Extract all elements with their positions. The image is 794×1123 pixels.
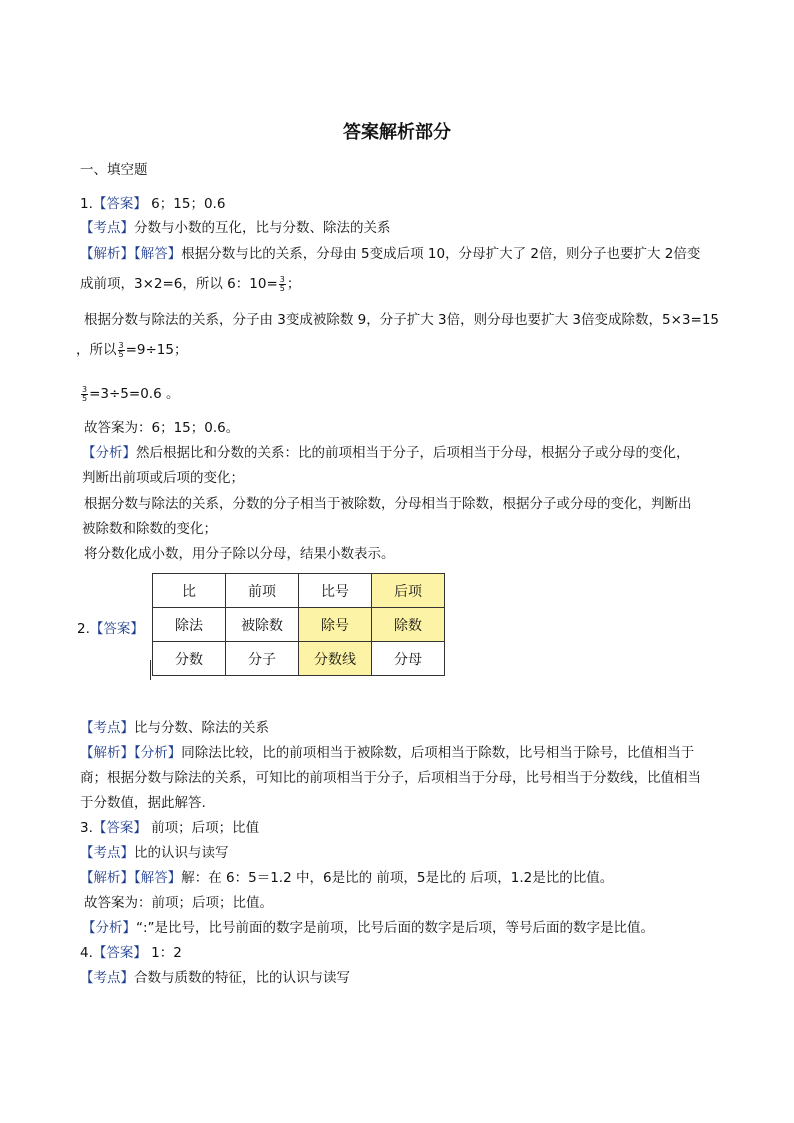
fraction-three-fifths: [81, 386, 88, 403]
table-cell: 前项: [226, 574, 299, 608]
q1-analysis-line4: [76, 340, 187, 360]
q1-analysis-line1: [80, 244, 700, 264]
q4-keypoint: [80, 968, 350, 988]
table-cell: 分子: [226, 642, 299, 676]
table-row: [153, 608, 445, 642]
q3-analysis-line1: [80, 868, 613, 888]
q1-reasoning-line1: [82, 443, 690, 463]
q3-answer-text: 前项；后项；比值: [146, 820, 260, 836]
answer-tag: 【答案】: [92, 820, 147, 836]
answer-tag: 【答案】: [92, 196, 147, 212]
analysis-tag: 【解析】: [80, 870, 134, 886]
keypoint-tag: 【考点】: [80, 970, 134, 986]
table-cell-highlighted: 除数: [372, 608, 445, 642]
q3-conclusion: 故答案为：前项；后项；比值。: [84, 895, 273, 911]
fraction-denominator: 5: [118, 349, 124, 359]
q1-analysis-text5: =3÷5=0.6 。: [89, 386, 180, 402]
reasoning-tag: 【分析】: [134, 745, 182, 761]
page-title: 答案解析部分: [343, 122, 451, 143]
table-cell: 比号: [299, 574, 372, 608]
table-row: [153, 574, 445, 608]
q1-conclusion: 故答案为：6；15；0.6。: [84, 420, 240, 436]
table-cell: 被除数: [226, 608, 299, 642]
q3-keypoint: [80, 843, 229, 863]
fraction-three-fifths: [279, 276, 286, 293]
q2-analysis-line1: [80, 743, 694, 763]
solution-tag: 【解答】: [134, 246, 182, 262]
q1-reasoning-line3: 根据分数与除法的关系，分数的分子相当于被除数，分母相当于除数，根据分子或分母的变化，判断出: [84, 496, 692, 512]
q1-reasoning-line2: 判断出前项或后项的变化；: [82, 470, 244, 486]
table-cell: 比: [153, 574, 226, 608]
q1-keypoint: [80, 218, 391, 238]
table-row: [153, 642, 445, 676]
q4-keypoint-text: 合数与质数的特征，比的认识与读写: [134, 970, 350, 986]
q3-reasoning: [82, 918, 654, 938]
q2-analysis-line3: 于分数值，据此解答.: [80, 795, 206, 811]
q1-number: 1.: [80, 196, 93, 212]
q1-keypoint-text: 分数与小数的互化，比与分数、除法的关系: [134, 220, 391, 236]
fraction-numerator: 3: [118, 340, 124, 350]
fraction-three-fifths: [118, 342, 125, 359]
q1-analysis-text1: 根据分数与比的关系，分母由 5变成后项 10，分母扩大了 2倍，则分子也要扩大 2倍变: [181, 246, 701, 262]
reasoning-tag: 【分析】: [82, 920, 136, 936]
q2-analysis-text1: 同除法比较，比的前项相当于被除数，后项相当于除数，比号相当于除号，比值相当于: [181, 745, 695, 761]
q2-number: 2.: [77, 621, 90, 637]
q2-keypoint-text: 比与分数、除法的关系: [134, 720, 269, 736]
answer-tag: 【答案】: [89, 621, 144, 637]
q2-keypoint: [80, 718, 269, 738]
section-heading: 一、填空题: [80, 162, 148, 178]
q1-analysis-text4b: =9÷15；: [125, 342, 188, 358]
q1-reasoning-line4: 被除数和除数的变化；: [82, 521, 217, 537]
q1-reasoning-text1: 然后根据比和分数的关系：比的前项相当于分子，后项相当于分母，根据分子或分母的变化，: [136, 445, 690, 461]
table-cell-highlighted: 除号: [299, 608, 372, 642]
q1-reasoning-line5: 将分数化成小数，用分子除以分母，结果小数表示。: [84, 546, 395, 562]
q3-reasoning-text: “:”是比号，比号前面的数字是前项，比号后面的数字是后项，等号后面的数字是比值。: [136, 920, 655, 936]
q1-analysis-text4: ，所以: [76, 342, 117, 358]
q4-answer-text: 1：2: [146, 945, 182, 961]
q3-answer: [80, 818, 259, 838]
keypoint-tag: 【考点】: [80, 220, 134, 236]
q2-answer-label: [77, 619, 144, 639]
answer-tag: 【答案】: [92, 945, 147, 961]
q2-analysis-line2: 商；根据分数与除法的关系，可知比的前项相当于分子，后项相当于分母，比号相当于分数线，比值相当: [80, 770, 701, 786]
q1-analysis-text2b: ；: [286, 276, 301, 292]
analysis-tag: 【解析】: [80, 745, 134, 761]
table-cell: 分数: [153, 642, 226, 676]
q1-analysis-line3: 根据分数与除法的关系，分子由 3变成被除数 9，分子扩大 3倍，则分母也要扩大 3倍变成除数，5×3=15: [84, 312, 719, 328]
table-cell-highlighted: 分数线: [299, 642, 372, 676]
table-cell: 除法: [153, 608, 226, 642]
keypoint-tag: 【考点】: [80, 845, 134, 861]
fraction-denominator: 5: [82, 393, 88, 403]
table-cell-highlighted: 后项: [372, 574, 445, 608]
q1-analysis-line2: [80, 274, 300, 294]
analysis-tag: 【解析】: [80, 246, 134, 262]
ratio-comparison-table: [152, 573, 445, 676]
cursor-mark: [150, 660, 151, 680]
q3-number: 3.: [80, 820, 93, 836]
q1-answer: [80, 194, 225, 214]
q1-answer-text: 6；15；0.6: [146, 196, 226, 212]
q4-number: 4.: [80, 945, 93, 961]
fraction-denominator: 5: [279, 283, 285, 293]
q1-analysis-text2: 成前项，3×2=6，所以 6：10=: [80, 276, 278, 292]
reasoning-tag: 【分析】: [82, 445, 136, 461]
q3-keypoint-text: 比的认识与读写: [134, 845, 229, 861]
q4-answer: [80, 943, 182, 963]
keypoint-tag: 【考点】: [80, 720, 134, 736]
q1-analysis-line5: [80, 384, 179, 404]
table-cell: 分母: [372, 642, 445, 676]
fraction-numerator: 3: [82, 384, 88, 394]
solution-tag: 【解答】: [134, 870, 182, 886]
q3-analysis-text1: 解：在 6：5＝1.2 中，6是比的 前项，5是比的 后项，1.2是比的比值。: [181, 870, 614, 886]
fraction-numerator: 3: [279, 274, 285, 284]
